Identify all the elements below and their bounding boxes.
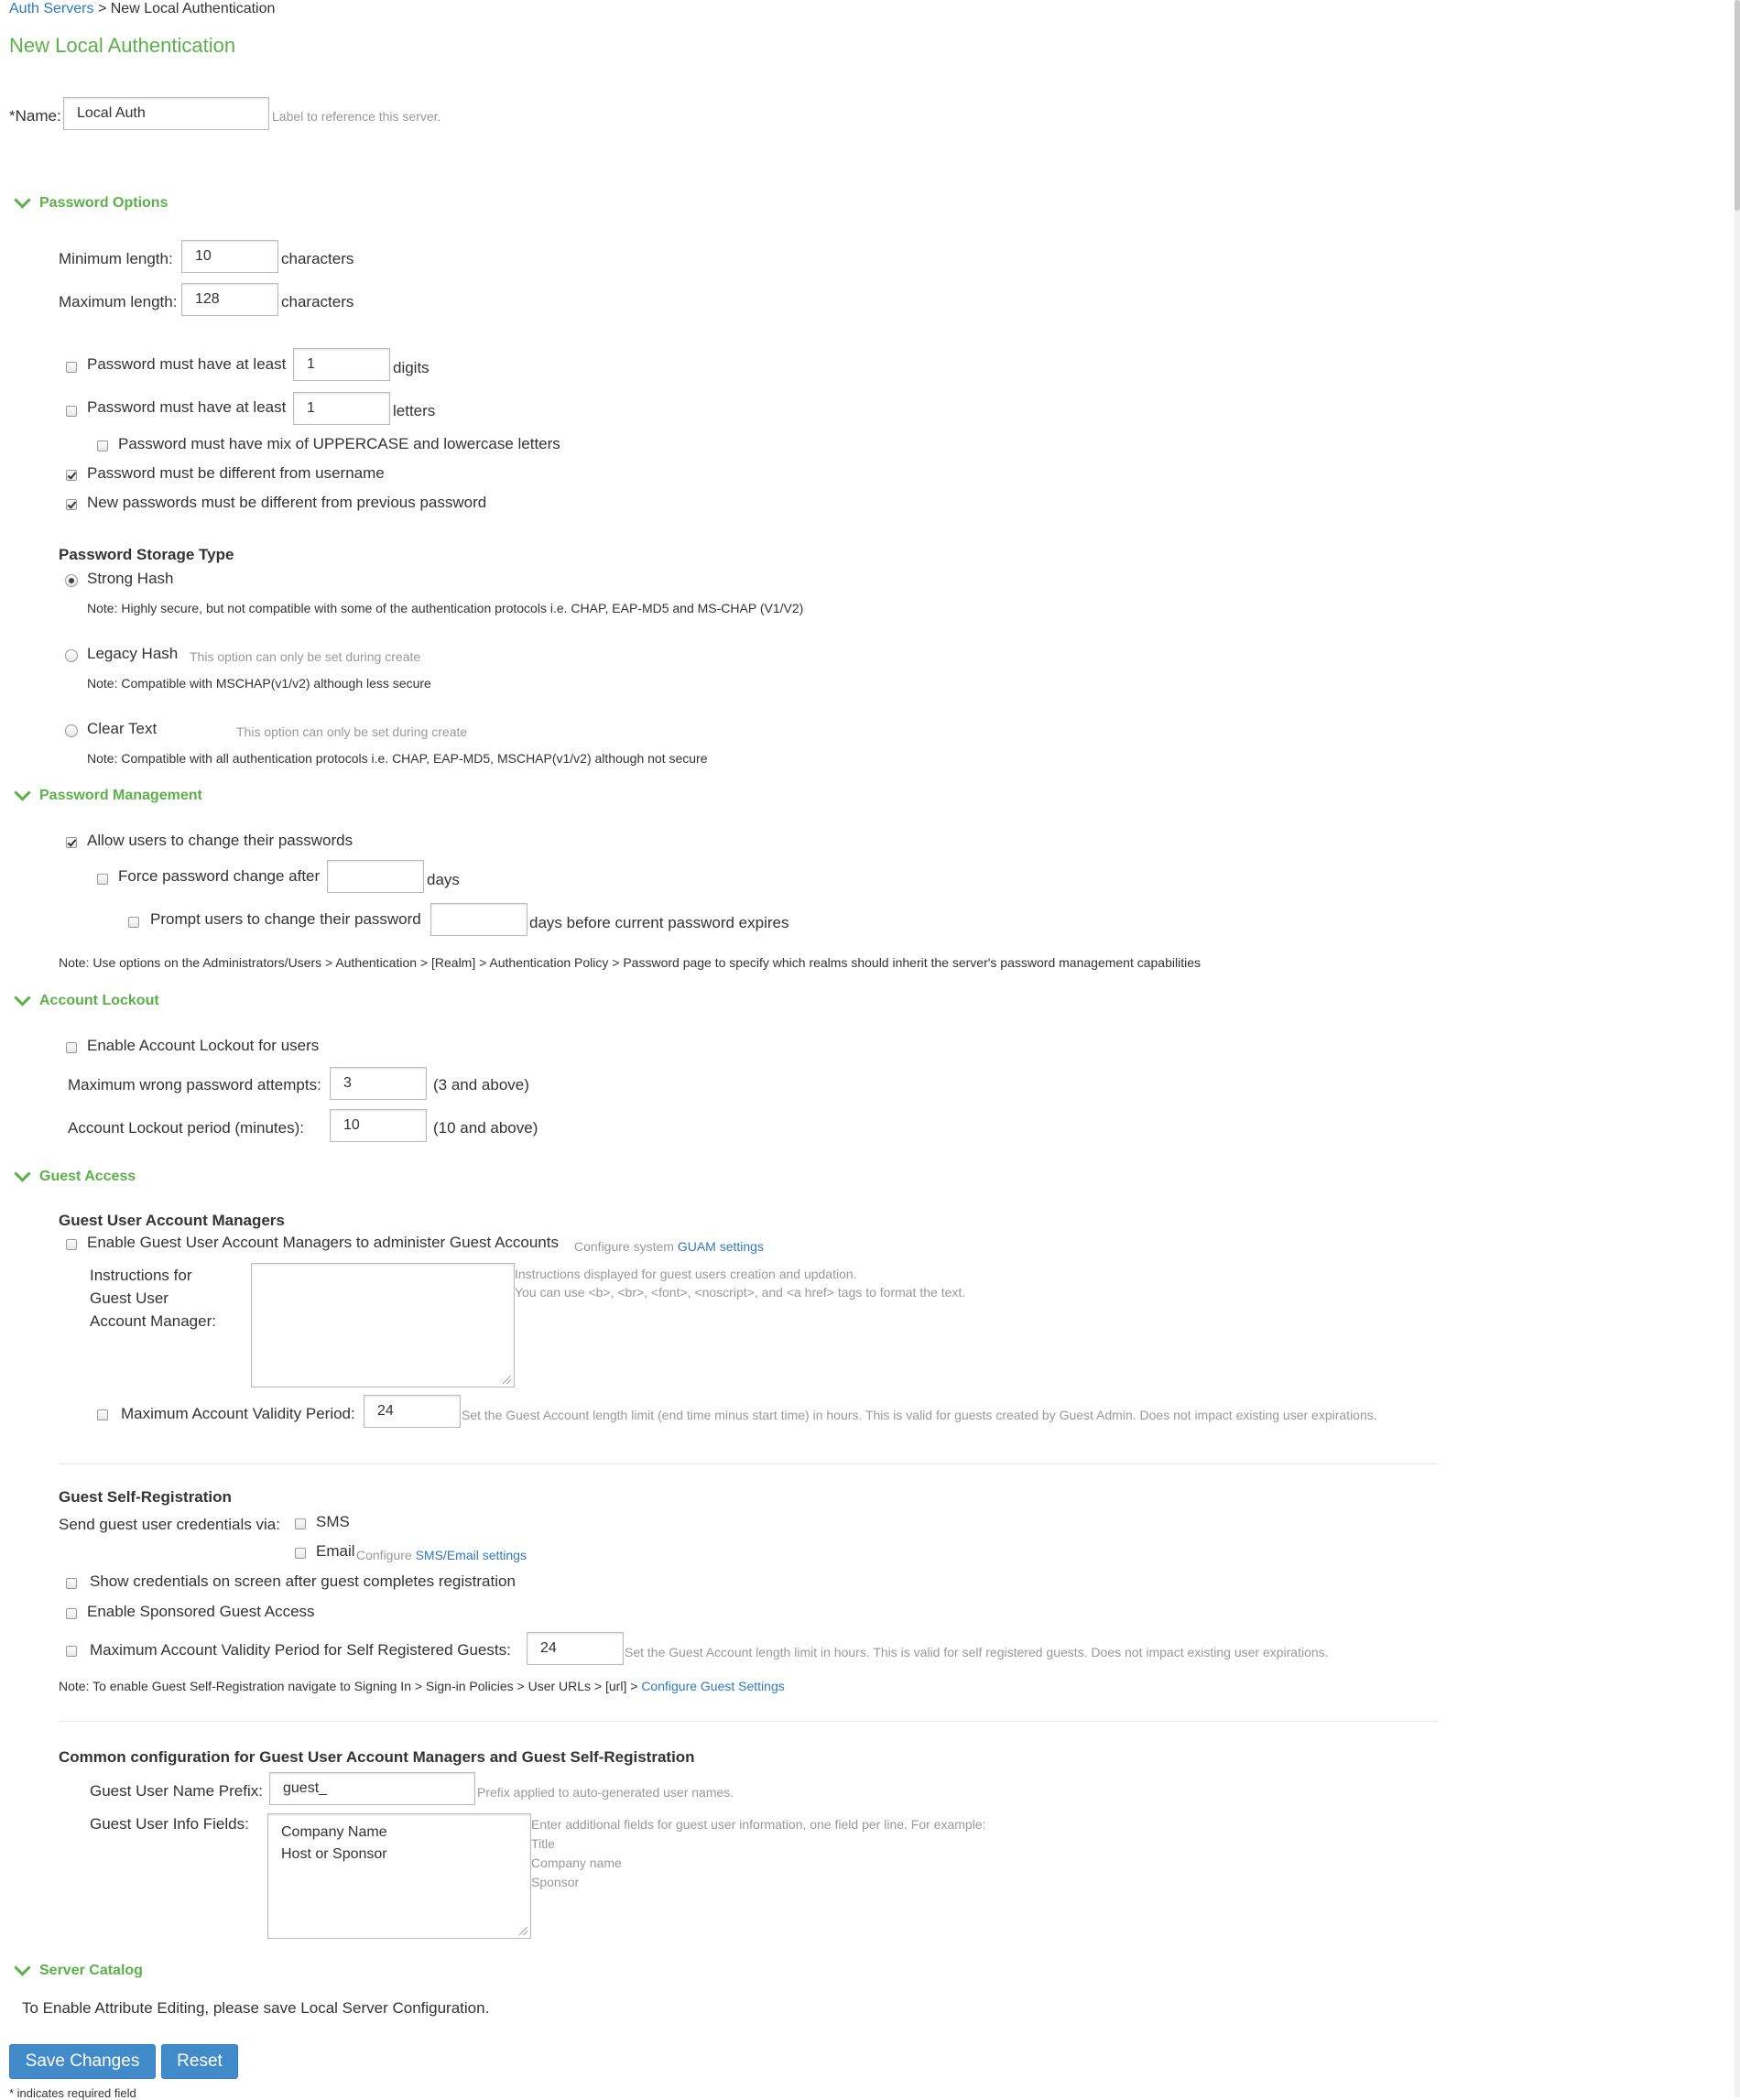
email-checkbox[interactable] bbox=[295, 1548, 306, 1559]
force-change-input[interactable] bbox=[327, 860, 424, 893]
force-change-checkbox[interactable] bbox=[97, 874, 108, 885]
sponsored-checkbox[interactable] bbox=[66, 1608, 77, 1619]
chevron-down-icon bbox=[14, 784, 30, 800]
divider bbox=[59, 1721, 1438, 1722]
server-catalog-title: Server Catalog bbox=[39, 1962, 143, 1978]
password-management-note: Note: Use options on the Administrators/Users > Authentication > [Realm] > Authentication Policy > Password page to specify which realms should inherit the server's password management capabilities bbox=[59, 955, 1201, 970]
mixed-case-label: Password must have mix of UPPERCASE and lowercase letters bbox=[118, 435, 560, 452]
lockout-period-input[interactable]: 10 bbox=[330, 1109, 427, 1142]
diff-username-checkbox[interactable] bbox=[66, 470, 77, 481]
instructions-label: Instructions for Guest User Account Manager: bbox=[90, 1267, 216, 1330]
scrollbar-thumb[interactable] bbox=[1735, 0, 1740, 211]
guam-validity-input[interactable]: 24 bbox=[364, 1395, 461, 1428]
clear-text-hint: This option can only be set during create bbox=[236, 724, 468, 739]
sms-email-configure-prefix: Configure bbox=[356, 1548, 412, 1562]
chevron-down-icon bbox=[14, 1165, 30, 1181]
resize-handle-icon[interactable] bbox=[519, 1927, 527, 1935]
guest-access-title: Guest Access bbox=[39, 1168, 136, 1184]
send-via-label: Send guest user credentials via: bbox=[59, 1516, 280, 1533]
name-input[interactable]: Local Auth bbox=[63, 97, 269, 130]
guam-settings-link[interactable]: GUAM settings bbox=[677, 1239, 764, 1254]
breadcrumb-auth-servers-link[interactable]: Auth Servers bbox=[9, 1, 94, 16]
instructions-hint: Instructions displayed for guest users creation and updation. You can use <b>, <br>, <font>, <noscript>, and <a href> tags to format the text. bbox=[515, 1267, 966, 1300]
guam-enable-label: Enable Guest User Account Managers to administer Guest Accounts bbox=[87, 1234, 559, 1251]
allow-change-label: Allow users to change their passwords bbox=[87, 832, 353, 849]
required-field-note: * indicates required field bbox=[9, 2086, 136, 2100]
divider bbox=[59, 1463, 1438, 1464]
name-prefix-hint: Prefix applied to auto-generated user names. bbox=[477, 1785, 734, 1800]
sms-label: SMS bbox=[316, 1513, 350, 1530]
guam-validity-label: Maximum Account Validity Period: bbox=[121, 1405, 355, 1422]
self-reg-validity-label: Maximum Account Validity Period for Self Registered Guests: bbox=[90, 1641, 511, 1659]
self-reg-validity-hint: Set the Guest Account length limit in hours. This is valid for self registered guests. Does not impact existing user expirations. bbox=[625, 1645, 1329, 1659]
prompt-change-input[interactable] bbox=[430, 903, 527, 936]
account-lockout-title: Account Lockout bbox=[39, 992, 159, 1008]
sponsored-label: Enable Sponsored Guest Access bbox=[87, 1603, 315, 1620]
max-attempts-hint: (3 and above) bbox=[433, 1076, 529, 1094]
breadcrumb bbox=[9, 1, 275, 17]
digits-unit: digits bbox=[393, 359, 430, 376]
info-fields-hint: Enter additional fields for guest user information, one field per line. For example: Title Company name Sponsor bbox=[531, 1817, 986, 1889]
force-change-unit: days bbox=[427, 871, 460, 888]
name-hint: Label to reference this server. bbox=[272, 109, 441, 124]
server-catalog-message: To Enable Attribute Editing, please save Local Server Configuration. bbox=[22, 1999, 490, 2017]
legacy-hash-radio[interactable] bbox=[65, 649, 78, 662]
resize-handle-icon[interactable] bbox=[503, 1376, 511, 1384]
letters-input[interactable]: 1 bbox=[293, 392, 390, 425]
reset-button[interactable]: Reset bbox=[161, 2044, 238, 2079]
min-length-unit: characters bbox=[281, 250, 354, 267]
force-change-label: Force password change after bbox=[118, 867, 321, 885]
instructions-textarea[interactable] bbox=[251, 1263, 515, 1387]
guam-configure-prefix: Configure system bbox=[574, 1239, 674, 1254]
name-prefix-input[interactable]: guest_ bbox=[269, 1772, 475, 1805]
guam-configure-text bbox=[574, 1239, 764, 1254]
guam-enable-checkbox[interactable] bbox=[66, 1239, 77, 1250]
letters-label: Password must have at least bbox=[87, 398, 287, 416]
digits-input[interactable]: 1 bbox=[293, 348, 390, 381]
save-changes-button[interactable]: Save Changes bbox=[9, 2044, 156, 2079]
chevron-down-icon bbox=[14, 191, 30, 208]
enable-lockout-checkbox[interactable] bbox=[66, 1042, 77, 1053]
guam-title: Guest User Account Managers bbox=[59, 1212, 285, 1229]
strong-hash-radio[interactable] bbox=[65, 574, 78, 587]
enable-lockout-label: Enable Account Lockout for users bbox=[87, 1037, 320, 1054]
self-reg-validity-checkbox[interactable] bbox=[66, 1646, 77, 1657]
min-length-label: Minimum length: bbox=[59, 250, 173, 267]
max-length-input[interactable]: 128 bbox=[181, 283, 278, 316]
guest-access-header[interactable] bbox=[13, 1168, 136, 1185]
email-label: Email bbox=[316, 1542, 355, 1560]
name-label: *Name: bbox=[9, 107, 61, 125]
clear-text-note: Note: Compatible with all authentication protocols i.e. CHAP, EAP-MD5, MSCHAP(v1/v2) although not secure bbox=[87, 751, 708, 766]
breadcrumb-current: New Local Authentication bbox=[110, 1, 276, 16]
password-management-header[interactable] bbox=[13, 787, 202, 804]
letters-unit: letters bbox=[393, 402, 436, 419]
server-catalog-header[interactable] bbox=[13, 1962, 143, 1979]
diff-previous-label: New passwords must be different from previous password bbox=[87, 494, 487, 511]
prompt-change-unit: days before current password expires bbox=[529, 914, 789, 931]
self-reg-title: Guest Self-Registration bbox=[59, 1488, 232, 1506]
max-length-label: Maximum length: bbox=[59, 293, 178, 310]
legacy-hash-note: Note: Compatible with MSCHAP(v1/v2) although less secure bbox=[87, 676, 431, 691]
legacy-hash-hint: This option can only be set during create bbox=[190, 649, 421, 664]
info-fields-label: Guest User Info Fields: bbox=[90, 1815, 249, 1833]
info-fields-textarea[interactable]: Company Name Host or Sponsor bbox=[267, 1813, 531, 1939]
prompt-change-checkbox[interactable] bbox=[128, 917, 139, 928]
chevron-down-icon bbox=[14, 989, 30, 1006]
password-management-title: Password Management bbox=[39, 787, 202, 803]
strong-hash-note: Note: Highly secure, but not compatible with some of the authentication protocols i.e. CHAP, EAP-MD5 and MS-CHAP (V1/V2) bbox=[87, 601, 804, 615]
allow-change-checkbox[interactable] bbox=[66, 837, 77, 848]
breadcrumb-separator: > bbox=[97, 1, 107, 16]
lockout-period-hint: (10 and above) bbox=[433, 1119, 538, 1137]
clear-text-label: Clear Text bbox=[87, 720, 158, 737]
strong-hash-label: Strong Hash bbox=[87, 570, 174, 587]
max-attempts-input[interactable]: 3 bbox=[330, 1067, 427, 1100]
show-credentials-checkbox[interactable] bbox=[66, 1578, 77, 1589]
digits-label: Password must have at least bbox=[87, 355, 287, 373]
lockout-period-label: Account Lockout period (minutes): bbox=[68, 1119, 304, 1137]
sms-checkbox[interactable] bbox=[295, 1518, 306, 1529]
name-prefix-label: Guest User Name Prefix: bbox=[90, 1782, 263, 1800]
digits-checkbox[interactable] bbox=[66, 362, 77, 373]
guam-validity-checkbox[interactable] bbox=[97, 1409, 108, 1420]
mixed-case-checkbox[interactable] bbox=[97, 441, 108, 452]
diff-previous-checkbox[interactable] bbox=[66, 499, 77, 510]
max-length-unit: characters bbox=[281, 293, 354, 310]
common-config-title: Common configuration for Guest User Account Managers and Guest Self-Registration bbox=[59, 1748, 695, 1766]
sms-email-configure-text bbox=[356, 1548, 527, 1562]
page-title: New Local Authentication bbox=[9, 34, 236, 57]
show-credentials-label: Show credentials on screen after guest completes registration bbox=[90, 1572, 516, 1590]
max-attempts-label: Maximum wrong password attempts: bbox=[68, 1076, 321, 1094]
chevron-down-icon bbox=[14, 1959, 30, 1975]
storage-type-title: Password Storage Type bbox=[59, 546, 234, 563]
sms-email-settings-link[interactable]: SMS/Email settings bbox=[415, 1548, 527, 1562]
password-options-header[interactable] bbox=[13, 194, 168, 212]
guam-validity-hint: Set the Guest Account length limit (end time minus start time) in hours. This is valid for guests created by Guest Admin. Does not impact existing user expirations. bbox=[462, 1408, 1377, 1422]
configure-guest-settings-link[interactable]: Configure Guest Settings bbox=[641, 1679, 785, 1693]
self-reg-note bbox=[59, 1679, 785, 1693]
self-reg-note-text: Note: To enable Guest Self-Registration navigate to Signing In > Sign-in Policies > User URLs > [url] > bbox=[59, 1679, 638, 1693]
password-options-title: Password Options bbox=[39, 194, 169, 211]
self-reg-validity-input[interactable]: 24 bbox=[527, 1632, 624, 1665]
letters-checkbox[interactable] bbox=[66, 406, 77, 417]
prompt-change-label: Prompt users to change their password bbox=[150, 910, 421, 928]
account-lockout-header[interactable] bbox=[13, 992, 159, 1009]
clear-text-radio[interactable] bbox=[65, 724, 78, 737]
min-length-input[interactable]: 10 bbox=[181, 240, 278, 273]
legacy-hash-label: Legacy Hash bbox=[87, 645, 179, 662]
diff-username-label: Password must be different from username bbox=[87, 464, 385, 482]
scrollbar[interactable] bbox=[1735, 0, 1740, 2097]
